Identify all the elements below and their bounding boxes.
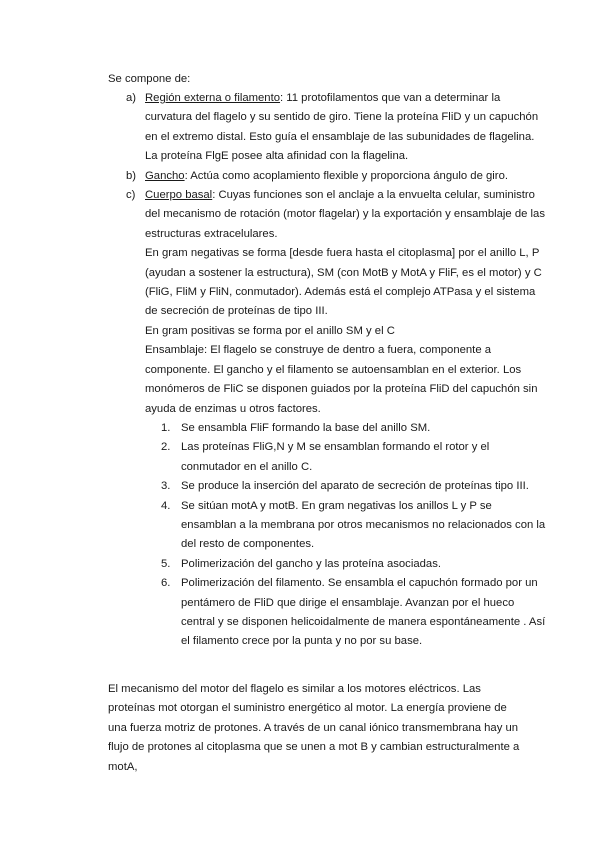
step-item — [161, 419, 548, 438]
definition: : Actúa como acoplamiento flexible y proporciona ángulo de giro. — [184, 169, 508, 182]
step-text: Polimerización del gancho y las proteína asociadas. — [181, 557, 441, 570]
list-item-text — [145, 186, 548, 244]
intro-text: Se compone de: — [108, 73, 191, 85]
step-marker: 1. — [161, 421, 171, 434]
extra-paragraph: En gram positivas se forma por el anillo SM y el C — [145, 324, 395, 337]
list-item-text — [145, 89, 548, 167]
list-item-text — [145, 167, 548, 186]
step-item — [161, 438, 548, 477]
step-marker: 6. — [161, 577, 171, 590]
step-marker: 5. — [161, 557, 171, 570]
step-marker: 3. — [161, 480, 171, 493]
step-item — [161, 555, 548, 574]
definition: : 11 protofilamentos que van a determinar la curvatura del flagelo y su sentido de giro. Tiene la proteína FliD y un capuchón en el extremo distal. Esto guía el ensamblaje de las subunidades de flagelina. La proteína FlgE posee alta afinidad con la flagelina. — [145, 92, 539, 163]
extra-paragraph: En gram negativas se forma [desde fuera hasta el citoplasma] por el anillo L, P (ayudan a sostener la estructura), SM (con MotB y MotA y FliF, es el motor) y C (FliG, FliM y FliN, conmutador). Además está el complejo ATPasa y el sistema de secreción de proteínas de tipo III. — [145, 247, 542, 318]
list-marker: c) — [126, 189, 136, 202]
definition: : Cuyas funciones son el anclaje a la envuelta celular, suministro del mecanismo de rotación (motor flagelar) y la exportación y ensamblaje de las estructuras extracelulares. — [145, 189, 545, 240]
step-item — [161, 497, 548, 555]
extra-paragraph: Ensamblaje: El flagelo se construye de dentro a fuera, componente a componente. El gancho y el filamento se autoensamblan en el exterior. Los monómeros de FliC se disponen guiados por la proteína FliD del capuchón sin ayuda de enzimas u otros factores. — [145, 344, 538, 415]
list-item — [108, 186, 548, 652]
list-item — [108, 167, 548, 186]
closing-paragraph: El mecanismo del motor del flagelo es similar a los motores eléctricos. Las proteínas mot otorgan el suministro energético al motor. La energía proviene de una fuerza motriz de protones. A través de un canal iónico transmembrana hay un flujo de protones al citoplasma que se unen a mot B y cambian estructuralmente a motA, — [108, 683, 520, 773]
step-item — [161, 477, 548, 496]
term: Cuerpo basal — [145, 189, 213, 202]
list-marker: a) — [126, 92, 137, 104]
step-text: Las proteínas FliG,N y M se ensamblan formando el rotor y el conmutador en el anillo C. — [181, 441, 490, 473]
term: Región externa o filamento — [145, 92, 281, 104]
list-item — [108, 89, 548, 167]
step-marker: 4. — [161, 499, 171, 512]
step-marker: 2. — [161, 441, 171, 454]
step-text: Polimerización del filamento. Se ensambla el capuchón formado por un pentámero de FliD que dirige el ensamblaje. Avanzan por el hueco central y se disponen helicoidalmente de manera espontáneamente . Así el filamento crece por la punta y no por su base. — [181, 577, 546, 648]
assembly-steps — [161, 419, 548, 652]
step-text: Se sitúan motA y motB. En gram negativas los anillos L y P se ensamblan a la membrana por otros mecanismos no relacionados con la del resto de componentes. — [181, 499, 546, 551]
step-item — [161, 574, 548, 652]
step-text: Se ensambla FliF formando la base del anillo SM. — [181, 421, 431, 434]
step-text: Se produce la inserción del aparato de secreción de proteínas tipo III. — [181, 480, 529, 493]
list-marker: b) — [126, 169, 137, 182]
term: Gancho — [145, 169, 185, 182]
component-list — [108, 89, 548, 652]
